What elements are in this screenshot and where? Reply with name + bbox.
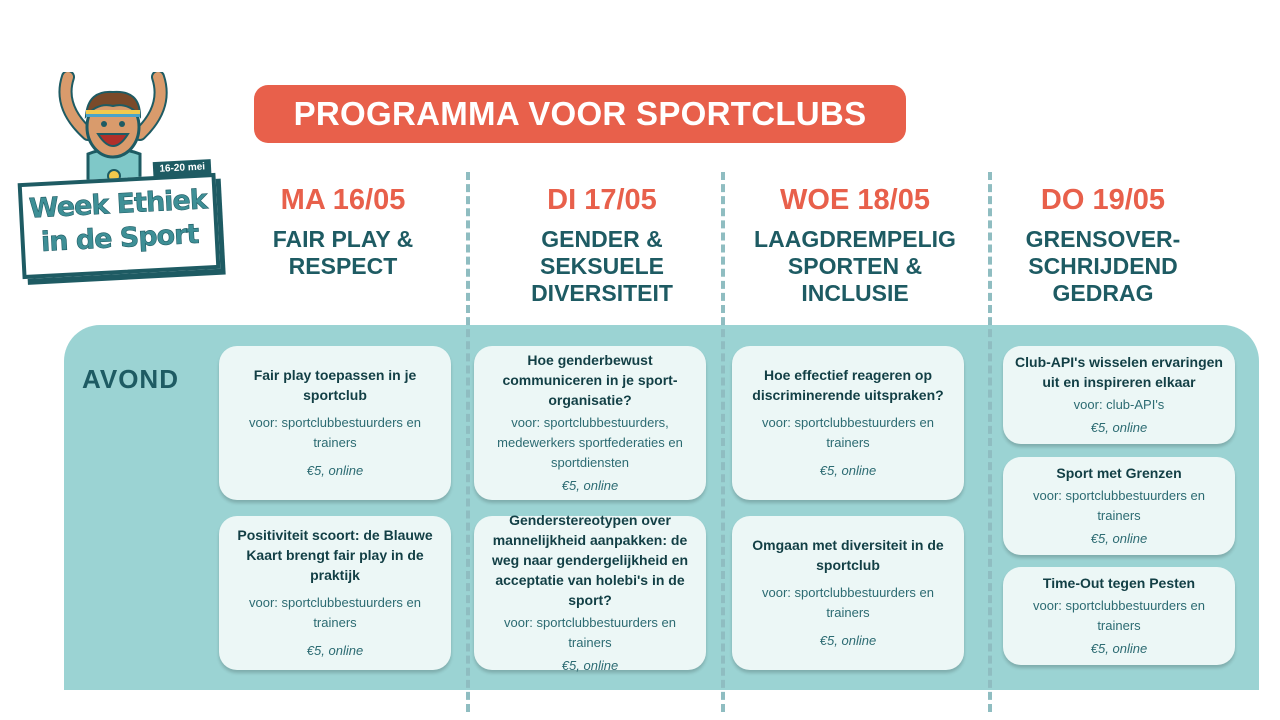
logo-sign [18, 161, 221, 279]
session-price: €5, online [561, 658, 619, 673]
day-date: DI 17/05 [547, 184, 657, 216]
session-price: €5, online [819, 633, 877, 648]
evening-label: AVOND [82, 364, 179, 394]
column-divider [721, 172, 725, 712]
logo-dates: 16-20 mei [153, 159, 211, 177]
session-card[interactable] [1003, 346, 1235, 444]
session-price: €5, online [819, 463, 877, 478]
session-card[interactable] [474, 346, 706, 500]
session-card[interactable] [1003, 457, 1235, 555]
session-audience: voor: sportclubbestuurders en trainers [762, 585, 934, 620]
session-title: Sport met Grenzen [1056, 465, 1182, 481]
week-ethiek-logo [18, 72, 223, 272]
day-header-monday [218, 180, 468, 280]
day-header-tuesday [477, 180, 727, 307]
session-card[interactable] [732, 516, 964, 670]
session-card[interactable] [219, 516, 451, 670]
session-title: Omgaan met diversiteit in de sportclub [752, 537, 944, 573]
session-card[interactable] [1003, 567, 1235, 665]
column-divider [988, 172, 992, 712]
session-audience: voor: sportclubbestuurders en trainers [504, 615, 676, 650]
session-card[interactable] [219, 346, 451, 500]
day-header-wednesday [730, 180, 980, 307]
session-price: €5, online [306, 463, 364, 478]
session-title: Positiviteit scoort: de Blauwe Kaart brengt fair play in de praktijk [237, 527, 433, 583]
column-divider [466, 172, 470, 712]
page-title: PROGRAMMA VOOR SPORTCLUBS [254, 85, 906, 143]
session-price: €5, online [561, 478, 619, 493]
session-audience: voor: sportclubbestuurders en trainers [1033, 598, 1205, 633]
session-audience: voor: sportclubbestuurders en trainers [762, 415, 934, 450]
session-audience: voor: club-API's [1073, 397, 1165, 412]
logo-line-1: Week Ethiek [28, 184, 208, 225]
day-topic: GRENSOVER-SCHRIJDEND GEDRAG [1025, 226, 1181, 306]
day-topic: FAIR PLAY & RESPECT [272, 226, 414, 279]
day-topic: GENDER & SEKSUELE DIVERSITEIT [531, 226, 673, 306]
session-title: Hoe effectief reageren op discriminerende uitspraken? [752, 367, 944, 403]
session-title: Genderstereotypen over mannelijkheid aanpakken: de weg naar gendergelijkheid en acceptatie van holebi's in de sport? [491, 512, 689, 608]
session-audience: voor: sportclubbestuurders en trainers [1033, 488, 1205, 523]
session-title: Club-API's wisselen ervaringen uit en inspireren elkaar [1015, 354, 1223, 390]
session-title: Hoe genderbewust communiceren in je sport-organisatie? [502, 352, 678, 408]
day-date: WOE 18/05 [780, 184, 930, 216]
logo-line-2: in de Sport [40, 218, 200, 259]
session-card[interactable] [732, 346, 964, 500]
day-header-thursday [978, 180, 1228, 307]
session-price: €5, online [306, 643, 364, 658]
session-title: Time-Out tegen Pesten [1042, 575, 1196, 591]
session-audience: voor: sportclubbestuurders en trainers [249, 415, 421, 450]
session-price: €5, online [1090, 420, 1148, 435]
session-audience: voor: sportclubbestuurders en trainers [249, 595, 421, 630]
session-title: Fair play toepassen in je sportclub [253, 367, 417, 403]
session-price: €5, online [1090, 531, 1148, 546]
session-audience: voor: sportclubbestuurders, medewerkers sportfederaties en sportdiensten [497, 415, 683, 470]
day-date: DO 19/05 [1040, 184, 1166, 216]
session-price: €5, online [1090, 641, 1148, 656]
day-topic: LAAGDREMPELIG SPORTEN & INCLUSIE [754, 226, 956, 306]
day-date: MA 16/05 [280, 184, 406, 216]
session-card[interactable] [474, 512, 706, 673]
